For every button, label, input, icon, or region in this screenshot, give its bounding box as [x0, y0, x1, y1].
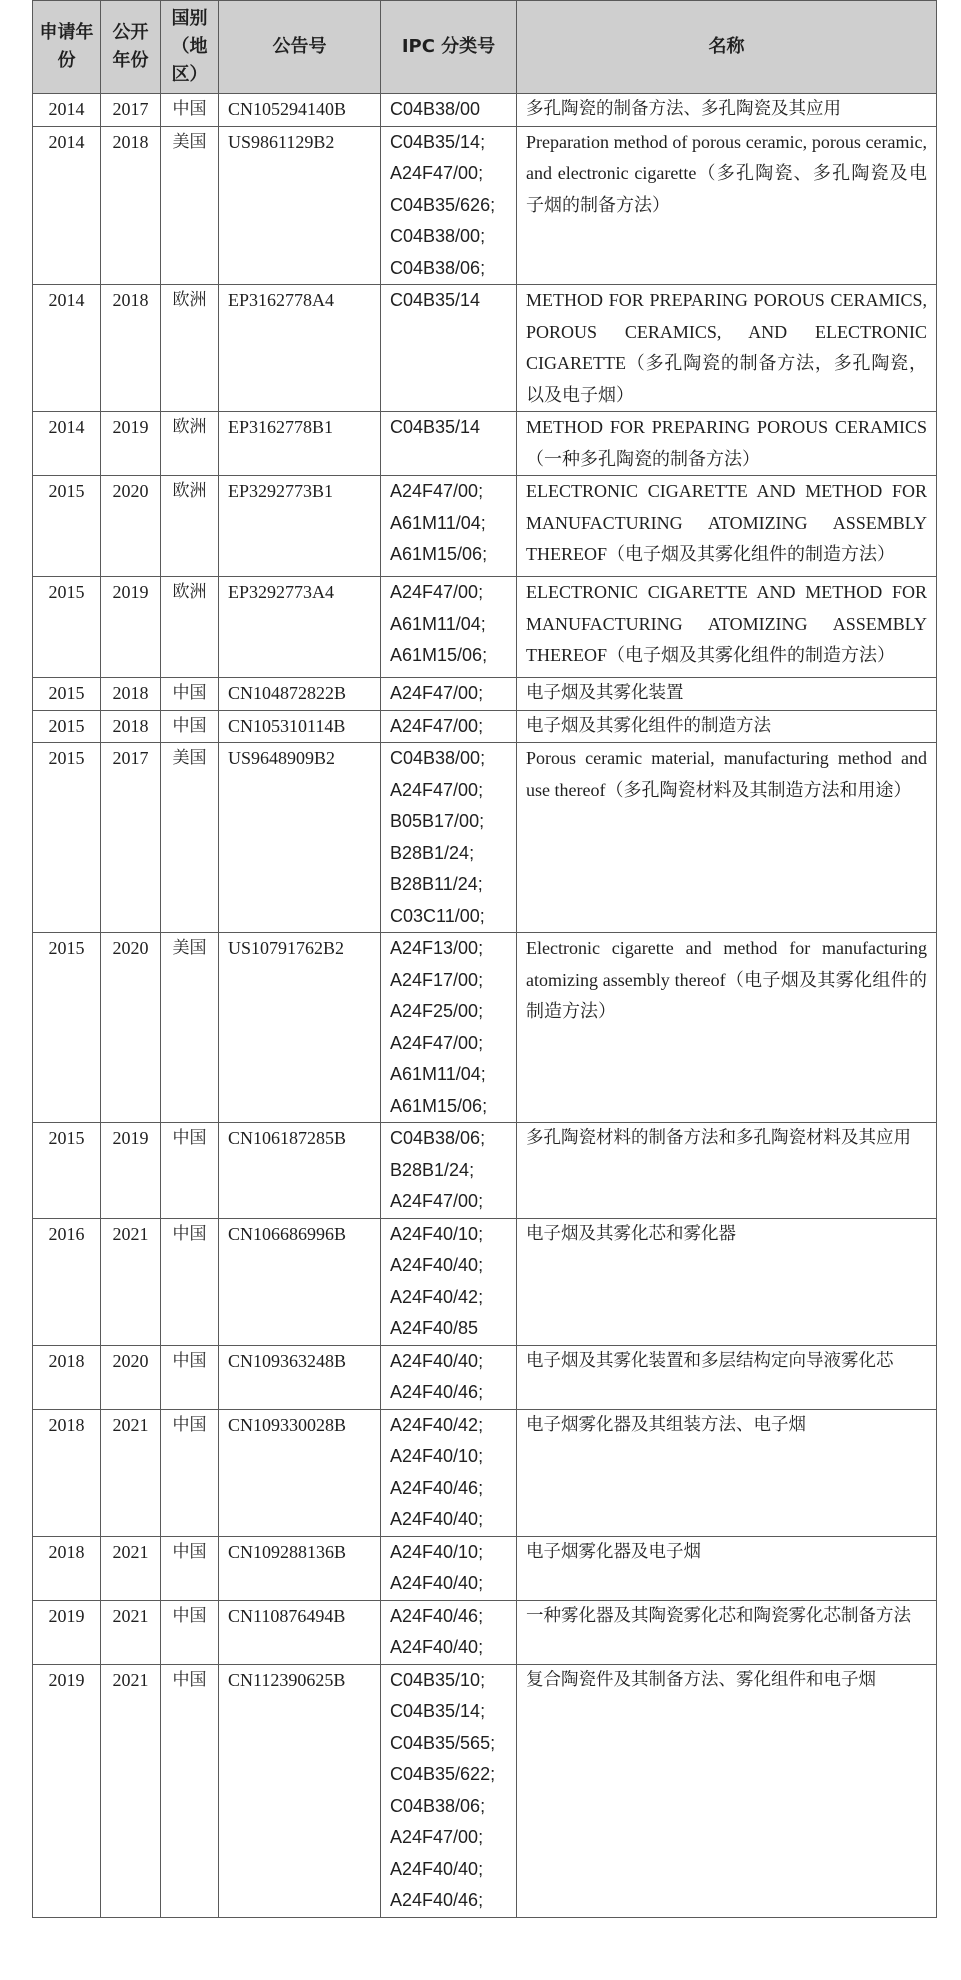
ipc-code: A24F40/40; [390, 1573, 484, 1593]
ipc-code: A24F13/00; [390, 938, 484, 958]
country-cell: 中国 [161, 1123, 219, 1219]
ipc-code: B28B1/24; [390, 1159, 475, 1180]
title-cell: 多孔陶瓷的制备方法、多孔陶瓷及其应用 [517, 94, 937, 127]
table-body [33, 94, 937, 1918]
publication-number-cell: US9648909B2 [219, 743, 381, 933]
ipc-code: C04B35/14 [390, 417, 481, 437]
ipc-code: A24F47/00; [390, 582, 484, 602]
ipc-code: A24F40/85 [390, 1318, 479, 1338]
ipc-code: C04B38/00; [390, 226, 486, 246]
ipc-code: A24F40/42; [390, 1414, 484, 1435]
table-row [33, 1123, 937, 1219]
ipc-cell [381, 933, 517, 1123]
ipc-cell [381, 126, 517, 285]
country-cell: 欧洲 [161, 412, 219, 476]
ipc-code: A24F40/40; [390, 1350, 484, 1371]
ipc-cell [381, 1600, 517, 1664]
publication-year-cell: 2019 [101, 1123, 161, 1219]
ipc-code: A24F40/46; [390, 1382, 484, 1402]
ipc-code: A24F40/42; [390, 1286, 484, 1307]
ipc-code: A24F40/10; [390, 1541, 484, 1562]
table-row [33, 743, 937, 933]
ipc-cell [381, 1409, 517, 1536]
header-publication-number: 公告号 [219, 1, 381, 94]
country-cell: 中国 [161, 94, 219, 127]
title-cell: ELECTRONIC CIGARETTE AND METHOD FOR MANUFACTURING ATOMIZING ASSEMBLY THEREOF（电子烟及其雾化组件的制造方法） [517, 476, 937, 577]
title-cell: 一种雾化器及其陶瓷雾化芯和陶瓷雾化芯制备方法 [517, 1600, 937, 1664]
table-row [33, 1664, 937, 1917]
publication-number-cell: CN109330028B [219, 1409, 381, 1536]
ipc-code: A61M15/06; [390, 645, 488, 665]
table-row [33, 1600, 937, 1664]
application-year-cell: 2015 [33, 1123, 101, 1219]
application-year-cell: 2015 [33, 743, 101, 933]
publication-number-cell: EP3292773B1 [219, 476, 381, 577]
ipc-cell [381, 743, 517, 933]
publication-year-cell: 2018 [101, 710, 161, 743]
ipc-code: C04B38/06; [390, 1128, 486, 1148]
publication-number-cell: CN112390625B [219, 1664, 381, 1917]
publication-year-cell: 2019 [101, 412, 161, 476]
header-application-year: 申请年份 [33, 1, 101, 94]
title-cell: 电子烟雾化器及其组装方法、电子烟 [517, 1409, 937, 1536]
table-row [33, 94, 937, 127]
ipc-code: A61M15/06; [390, 544, 488, 564]
ipc-code: C04B38/06; [390, 1795, 486, 1816]
title-cell: 电子烟及其雾化装置和多层结构定向导液雾化芯 [517, 1345, 937, 1409]
table-row [33, 933, 937, 1123]
publication-year-cell: 2021 [101, 1664, 161, 1917]
publication-year-cell: 2019 [101, 577, 161, 678]
ipc-cell [381, 285, 517, 412]
application-year-cell: 2019 [33, 1664, 101, 1917]
publication-number-cell: CN109363248B [219, 1345, 381, 1409]
table-row [33, 1218, 937, 1345]
application-year-cell: 2019 [33, 1600, 101, 1664]
ipc-code: A24F40/40; [390, 1255, 484, 1275]
ipc-code: A61M11/04; [390, 512, 486, 533]
publication-number-cell: CN105294140B [219, 94, 381, 127]
ipc-code: C04B38/00; [390, 748, 486, 768]
title-cell: 电子烟及其雾化芯和雾化器 [517, 1218, 937, 1345]
application-year-cell: 2015 [33, 933, 101, 1123]
header-row [33, 1, 937, 94]
publication-number-cell: EP3162778B1 [219, 412, 381, 476]
table-row [33, 126, 937, 285]
country-cell: 中国 [161, 1664, 219, 1917]
ipc-code: A61M11/04; [390, 1064, 486, 1084]
application-year-cell: 2014 [33, 412, 101, 476]
country-cell: 欧洲 [161, 577, 219, 678]
ipc-code: A24F40/40; [390, 1637, 484, 1657]
ipc-code: A24F40/40; [390, 1858, 484, 1879]
ipc-code: C04B35/14; [390, 131, 486, 152]
ipc-cell [381, 710, 517, 743]
table-row [33, 577, 937, 678]
country-cell: 中国 [161, 1536, 219, 1600]
title-cell: Porous ceramic material, manufacturing method and use thereof（多孔陶瓷材料及其制造方法和用途） [517, 743, 937, 933]
publication-number-cell: CN106187285B [219, 1123, 381, 1219]
ipc-code: C04B35/10; [390, 1669, 486, 1690]
ipc-code: A24F40/46; [390, 1890, 484, 1910]
ipc-code: A24F47/00; [390, 779, 484, 800]
application-year-cell: 2018 [33, 1345, 101, 1409]
ipc-code: A24F40/40; [390, 1509, 484, 1529]
publication-number-cell: EP3292773A4 [219, 577, 381, 678]
publication-year-cell: 2021 [101, 1409, 161, 1536]
title-cell: 电子烟及其雾化组件的制造方法 [517, 710, 937, 743]
ipc-code: C04B35/14 [390, 290, 481, 310]
application-year-cell: 2016 [33, 1218, 101, 1345]
publication-year-cell: 2021 [101, 1218, 161, 1345]
publication-year-cell: 2020 [101, 1345, 161, 1409]
ipc-cell [381, 1536, 517, 1600]
table-row [33, 1345, 937, 1409]
country-cell: 中国 [161, 1600, 219, 1664]
publication-number-cell: CN110876494B [219, 1600, 381, 1664]
title-cell: 电子烟雾化器及电子烟 [517, 1536, 937, 1600]
table-row [33, 1409, 937, 1536]
publication-year-cell: 2018 [101, 285, 161, 412]
table-row [33, 412, 937, 476]
publication-number-cell: US9861129B2 [219, 126, 381, 285]
publication-year-cell: 2018 [101, 678, 161, 711]
country-cell: 中国 [161, 1409, 219, 1536]
country-cell: 中国 [161, 1218, 219, 1345]
ipc-code: C04B35/622; [390, 1764, 496, 1784]
ipc-code: A24F47/00; [390, 1827, 484, 1847]
application-year-cell: 2014 [33, 285, 101, 412]
ipc-code: A24F40/46; [390, 1477, 484, 1498]
ipc-code: C03C11/00; [390, 905, 485, 926]
application-year-cell: 2018 [33, 1536, 101, 1600]
ipc-code: C04B35/626; [390, 194, 496, 215]
table-header [33, 1, 937, 94]
title-cell: METHOD FOR PREPARING POROUS CERAMICS, POROUS CERAMICS, AND ELECTRONIC CIGARETTE（多孔陶瓷的制备方法，多孔陶瓷，以及电子烟） [517, 285, 937, 412]
ipc-code: A24F17/00; [390, 969, 484, 990]
publication-year-cell: 2020 [101, 476, 161, 577]
publication-number-cell: US10791762B2 [219, 933, 381, 1123]
country-cell: 欧洲 [161, 285, 219, 412]
header-title: 名称 [517, 1, 937, 94]
title-cell: 电子烟及其雾化装置 [517, 678, 937, 711]
ipc-code: B28B11/24; [390, 874, 483, 894]
ipc-code: C04B38/00 [390, 99, 481, 119]
ipc-code: A24F40/10; [390, 1223, 484, 1244]
ipc-code: A24F40/10; [390, 1446, 484, 1466]
publication-number-cell: CN104872822B [219, 678, 381, 711]
title-cell: Preparation method of porous ceramic, porous ceramic, and electronic cigarette（多孔陶瓷、多孔陶瓷及电子烟的制备方法） [517, 126, 937, 285]
ipc-cell [381, 476, 517, 577]
country-cell: 欧洲 [161, 476, 219, 577]
ipc-code: A24F40/46; [390, 1605, 484, 1626]
application-year-cell: 2018 [33, 1409, 101, 1536]
table-row [33, 1536, 937, 1600]
ipc-code: B28B1/24; [390, 842, 475, 863]
ipc-cell [381, 1123, 517, 1219]
application-year-cell: 2014 [33, 126, 101, 285]
table-row [33, 476, 937, 577]
publication-number-cell: CN105310114B [219, 710, 381, 743]
header-publication-year: 公开年份 [101, 1, 161, 94]
title-cell: 复合陶瓷件及其制备方法、雾化组件和电子烟 [517, 1664, 937, 1917]
publication-year-cell: 2017 [101, 743, 161, 933]
header-ipc-class: IPC 分类号 [381, 1, 517, 94]
title-cell: Electronic cigarette and method for manufacturing atomizing assembly thereof（电子烟及其雾化组件的制造方法） [517, 933, 937, 1123]
table-row [33, 678, 937, 711]
ipc-cell [381, 1664, 517, 1917]
publication-number-cell: CN109288136B [219, 1536, 381, 1600]
table-row [33, 710, 937, 743]
publication-year-cell: 2021 [101, 1536, 161, 1600]
ipc-code: A24F47/00; [390, 481, 484, 501]
ipc-cell [381, 94, 517, 127]
patent-table [32, 0, 937, 1918]
ipc-code: A24F25/00; [390, 1001, 484, 1021]
application-year-cell: 2015 [33, 577, 101, 678]
ipc-code: B05B17/00; [390, 811, 485, 831]
title-cell: METHOD FOR PREPARING POROUS CERAMICS（一种多孔陶瓷的制备方法） [517, 412, 937, 476]
ipc-code: A24F47/00; [390, 715, 484, 736]
title-cell: ELECTRONIC CIGARETTE AND METHOD FOR MANUFACTURING ATOMIZING ASSEMBLY THEREOF（电子烟及其雾化组件的制造方法） [517, 577, 937, 678]
application-year-cell: 2015 [33, 476, 101, 577]
ipc-code: A24F47/00; [390, 1191, 484, 1211]
header-country-region: 国别（地区） [161, 1, 219, 94]
application-year-cell: 2015 [33, 710, 101, 743]
application-year-cell: 2014 [33, 94, 101, 127]
publication-number-cell: EP3162778A4 [219, 285, 381, 412]
country-cell: 美国 [161, 933, 219, 1123]
country-cell: 中国 [161, 678, 219, 711]
ipc-code: A61M11/04; [390, 613, 486, 634]
publication-number-cell: CN106686996B [219, 1218, 381, 1345]
ipc-code: A24F47/00; [390, 1032, 484, 1053]
publication-year-cell: 2018 [101, 126, 161, 285]
publication-year-cell: 2020 [101, 933, 161, 1123]
country-cell: 中国 [161, 1345, 219, 1409]
publication-year-cell: 2021 [101, 1600, 161, 1664]
country-cell: 美国 [161, 743, 219, 933]
ipc-code: A24F47/00; [390, 163, 484, 183]
ipc-code: C04B35/565; [390, 1732, 496, 1753]
publication-year-cell: 2017 [101, 94, 161, 127]
table-row [33, 285, 937, 412]
title-cell: 多孔陶瓷材料的制备方法和多孔陶瓷材料及其应用 [517, 1123, 937, 1219]
ipc-cell [381, 412, 517, 476]
ipc-code: A61M15/06; [390, 1095, 488, 1116]
ipc-cell [381, 1218, 517, 1345]
ipc-code: A24F47/00; [390, 683, 484, 703]
country-cell: 美国 [161, 126, 219, 285]
ipc-cell [381, 577, 517, 678]
application-year-cell: 2015 [33, 678, 101, 711]
ipc-cell [381, 1345, 517, 1409]
ipc-code: C04B38/06; [390, 257, 486, 278]
ipc-cell [381, 678, 517, 711]
ipc-code: C04B35/14; [390, 1701, 486, 1721]
country-cell: 中国 [161, 710, 219, 743]
